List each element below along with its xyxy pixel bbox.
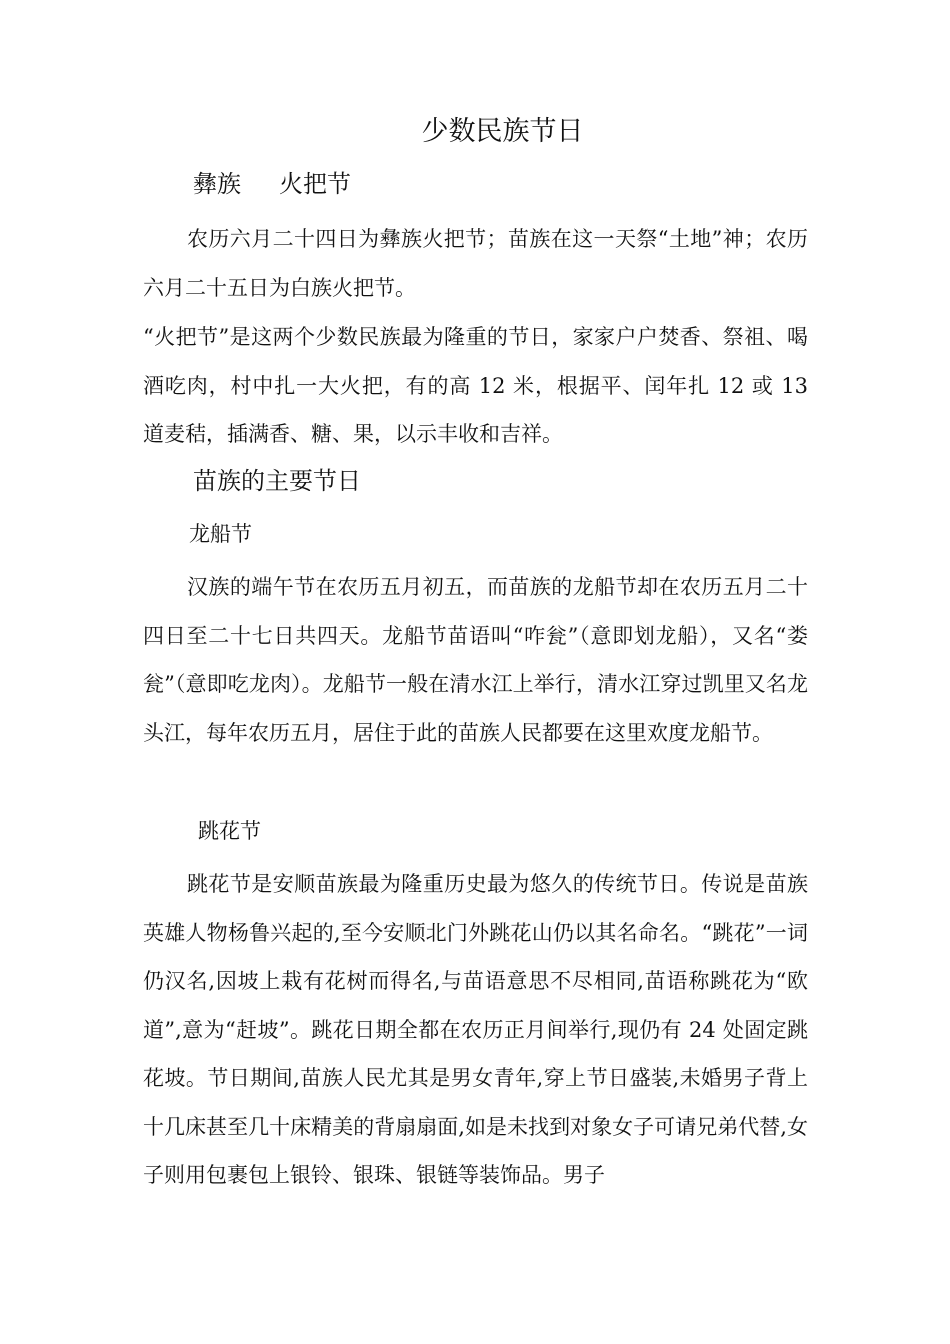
section-heading-miao-festivals: 苗族的主要节日 (193, 467, 361, 495)
paragraph-flower-dance-festival: 跳花节是安顺苗族最为隆重历史最为悠久的传统节日。传说是苗族英雄人物杨鲁兴起的,至今安顺北门外跳花山仍以其名命名。“跳花”一词仍汉名,因坡上栽有花树而得名,与苗语意思不尽相同,苗语称跳花为“欧道”,意为“赶坡”。跳花日期全都在农历正月间举行,现仍有 24 处固定跳花坡。节日期间,苗族人民尤其是男女青年,穿上节日盛装,未婚男子背上十几床甚至几十床精美的背扇扇面,如是未找到对象女子可请兄弟代替,女子则用包裹包上银铃、银珠、银链等装饰品。男子 (143, 872, 808, 1187)
heading-festival-name: 火把节 (279, 170, 351, 198)
section-heading-yi-torch-festival (193, 166, 351, 202)
paragraph-torch-festival-customs: “火把节”是这两个少数民族最为隆重的节日，家家户户焚香、祭祖、喝酒吃肉，村中扎一大火把，有的高 12 米，根据平、闰年扎 12 或 13 道麦秸，插满香、糖、果，以示丰收和吉祥。 (143, 325, 808, 446)
subsection-heading-dragon-boat: 龙船节 (189, 522, 252, 546)
paragraph-torch-festival-dates: 农历六月二十四日为彝族火把节；苗族在这一天祭“土地”神；农历六月二十五日为白族火把节。 (143, 227, 808, 300)
subsection-heading-flower-dance: 跳花节 (198, 819, 261, 843)
paragraph-dragon-boat-festival: 汉族的端午节在农历五月初五，而苗族的龙船节却在农历五月二十四日至二十七日共四天。龙船节苗语叫“咋瓮”（意即划龙船），又名“娄瓮”（意即吃龙肉）。龙船节一般在清水江上举行，清水江穿过凯里又名龙头江，每年农历五月，居住于此的苗族人民都要在这里欢度龙船节。 (143, 575, 808, 745)
page-title: 少数民族节日 (421, 116, 584, 147)
heading-ethnic-group: 彝族 (193, 170, 241, 198)
